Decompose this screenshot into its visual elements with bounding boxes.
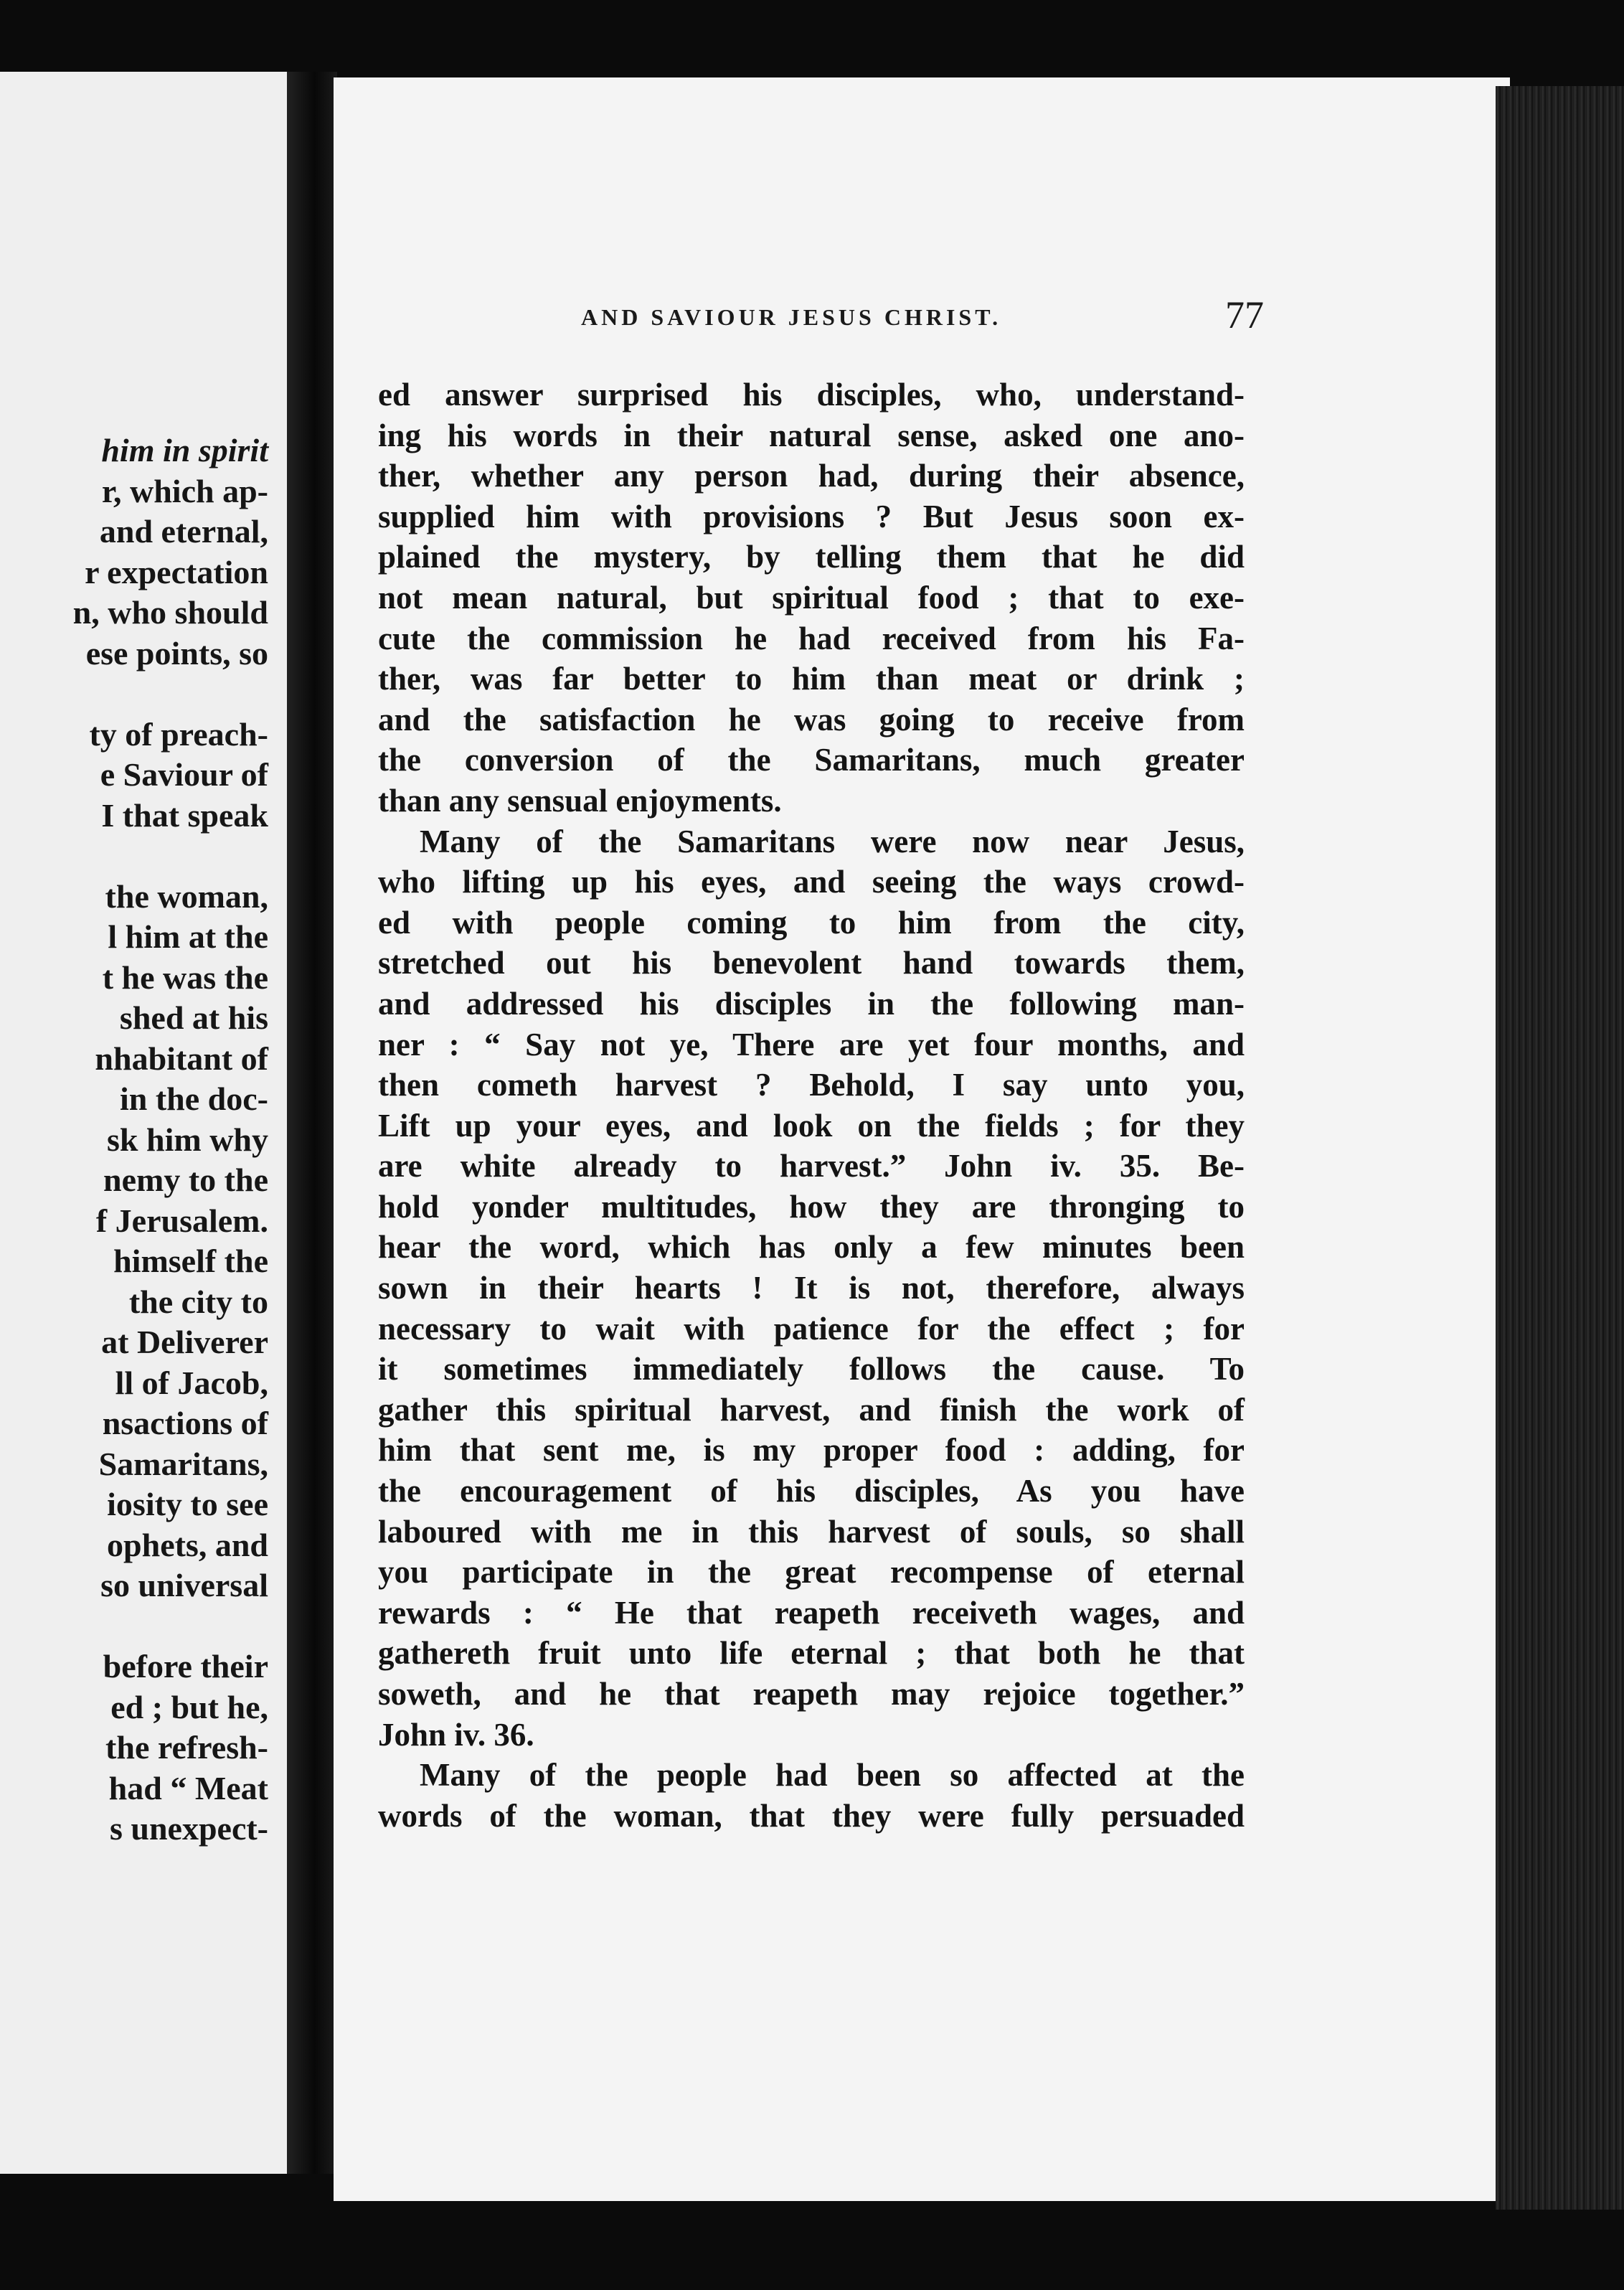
left-line (10, 1606, 268, 1647)
text-line: and the satisfaction he was going to receive from (378, 701, 1245, 738)
text-line: laboured with me in this harvest of souls, so shall (378, 1513, 1245, 1550)
left-line: the city to (128, 1283, 268, 1320)
text-line: you participate in the great recompense of eternal (378, 1554, 1245, 1591)
running-head: AND SAVIOUR JESUS CHRIST. (581, 304, 1002, 330)
page-edges (1496, 86, 1624, 2210)
left-line: the refresh- (105, 1729, 268, 1766)
text-line: supplied him with provisions ? But Jesus soon ex- (378, 498, 1245, 534)
text-line: words of the woman, that they were fully persuaded (378, 1797, 1245, 1834)
text-line: necessary to wait with patience for the effect ; for (378, 1310, 1245, 1347)
left-line: t he was the (102, 958, 268, 996)
page-number: 77 (1225, 293, 1264, 336)
text-line: the conversion of the Samaritans, much greater (378, 742, 1245, 778)
left-line: r expectation (85, 553, 268, 590)
left-line: nsactions of (102, 1405, 268, 1441)
left-line: at Deliverer (101, 1324, 268, 1360)
text-line: cute the commission he had received from his Fa- (378, 620, 1245, 656)
left-line: e Saviour of (100, 756, 268, 793)
left-line: himself the (113, 1243, 268, 1279)
text-line: hold yonder multitudes, how they are thronging to (378, 1188, 1245, 1225)
paragraph-start-line: Many of the Samaritans were now near Jesus, (420, 823, 1245, 859)
left-line: Samaritans, (98, 1445, 268, 1482)
left-line (10, 836, 268, 877)
text-line: ther, whether any person had, during their absence, (378, 458, 1245, 494)
text-line: plained the mystery, by telling them that he did (378, 539, 1245, 575)
left-line: had “ Meat (108, 1769, 268, 1806)
left-line: so universal (100, 1567, 268, 1603)
left-line: l him at the (108, 918, 268, 955)
body-text (378, 374, 1245, 1836)
left-line: him in spirit (101, 432, 268, 468)
left-page-text (10, 430, 268, 1850)
text-line: rewards : “ He that reapeth receiveth wages, and (378, 1594, 1245, 1631)
text-line: sown in their hearts ! It is not, therefore, always (378, 1270, 1245, 1306)
left-line: and eternal, (99, 513, 268, 550)
left-line: sk him why (107, 1121, 268, 1158)
text-line: soweth, and he that reapeth may rejoice together.” (378, 1676, 1245, 1712)
text-line: ther, was far better to him than meat or drink ; (378, 661, 1245, 697)
text-line: then cometh harvest ? Behold, I say unto you, (378, 1067, 1245, 1103)
left-line: n, who should (72, 594, 268, 631)
left-line: nemy to the (103, 1162, 268, 1198)
text-line: him that sent me, is my proper food : adding, for (378, 1432, 1245, 1469)
left-line: r, which ap- (101, 472, 268, 509)
text-line: and addressed his disciples in the following man- (378, 985, 1245, 1022)
left-line: iosity to see (107, 1486, 268, 1522)
text-line: ed with people coming to him from the city, (378, 904, 1245, 941)
left-line (10, 674, 268, 715)
left-line: nhabitant of (95, 1040, 268, 1077)
left-page (0, 72, 288, 2174)
book-gutter (287, 72, 337, 2174)
text-line: stretched out his benevolent hand towards them, (378, 945, 1245, 981)
text-line: gathereth fruit unto life eternal ; that both he that (378, 1635, 1245, 1672)
text-line: ner : “ Say not ye, There are yet four months, and (378, 1026, 1245, 1062)
text-line: hear the word, which has only a few minutes been (378, 1229, 1245, 1266)
left-line: ese points, so (85, 634, 268, 672)
text-line: Lift up your eyes, and look on the fields ; for they (378, 1107, 1245, 1144)
left-line: before their (103, 1648, 268, 1684)
left-line: ll of Jacob, (115, 1364, 268, 1401)
text-line: are white already to harvest.” John iv. 35. Be- (378, 1148, 1245, 1184)
left-line: shed at his (119, 999, 268, 1036)
text-line: not mean natural, but spiritual food ; that to exe- (378, 579, 1245, 616)
left-line: I that speak (101, 796, 268, 834)
left-line: ed ; but he, (110, 1688, 268, 1725)
text-line: gather this spiritual harvest, and finish the work of (378, 1391, 1245, 1428)
text-line: the encouragement of his disciples, As you have (378, 1473, 1245, 1509)
paragraph-start-line: Many of the people had been so affected at the (420, 1757, 1245, 1794)
left-line: in the doc- (120, 1080, 268, 1117)
text-line: who lifting up his eyes, and seeing the ways crowd- (378, 864, 1245, 900)
left-line: ty of preach- (89, 715, 268, 753)
left-line: the woman, (105, 877, 268, 915)
left-line: ophets, and (107, 1526, 268, 1563)
text-line: John iv. 36. (378, 1716, 534, 1753)
text-line: it sometimes immediately follows the cause. To (378, 1351, 1245, 1387)
text-line: ed answer surprised his disciples, who, understand- (378, 377, 1245, 413)
text-line: ing his words in their natural sense, asked one ano- (378, 417, 1245, 453)
left-line: f Jerusalem. (95, 1202, 268, 1239)
text-line: than any sensual enjoyments. (378, 782, 782, 819)
left-line: s unexpect- (109, 1810, 268, 1847)
